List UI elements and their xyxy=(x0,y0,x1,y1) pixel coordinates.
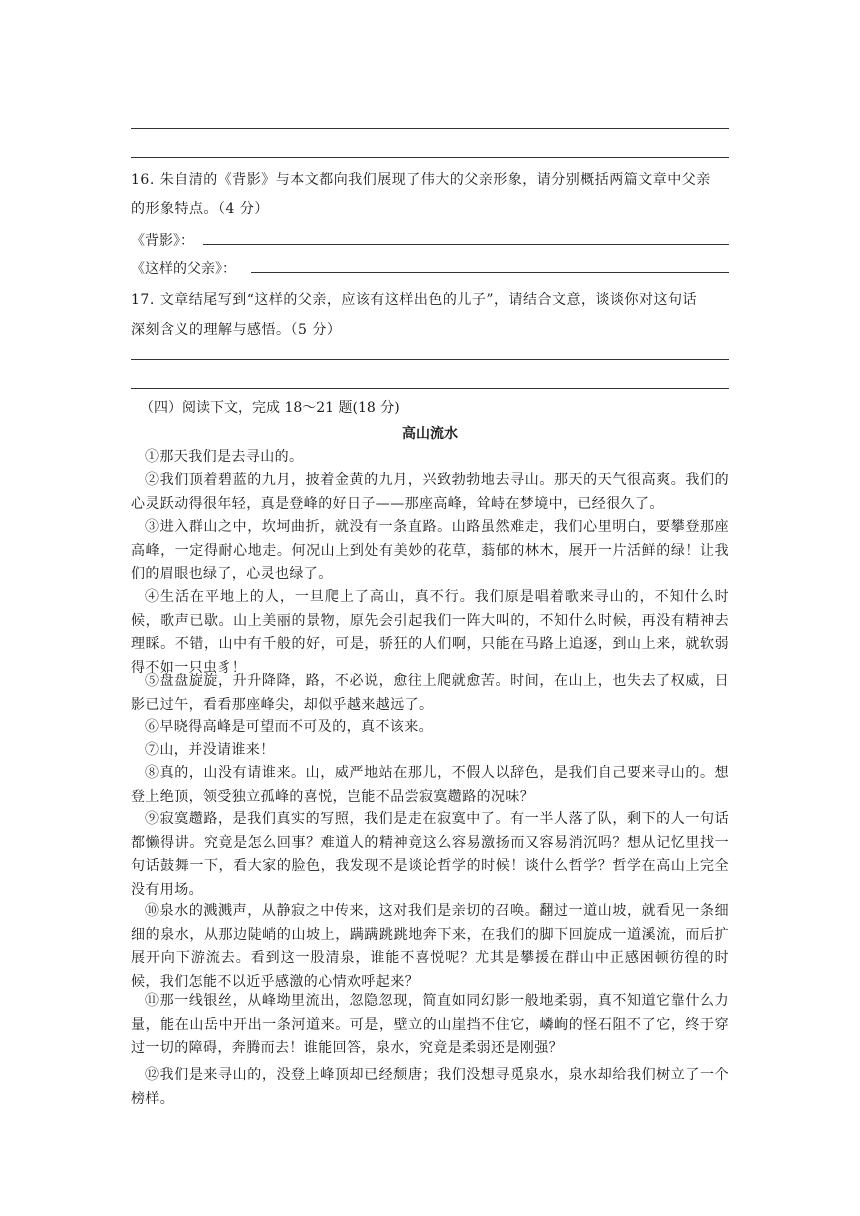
paragraph-3: ③进入群山之中，坎坷曲折，就没有一条直路。山路虽然难走，我们心里明白，要攀登那座高峰，一定得耐心地走。何况山上到处有美妙的花草，蓊郁的林木，展开一片活鲜的绿！让我们的眉眼也绿了，心灵也绿了。 xyxy=(131,519,729,582)
answer-line-father xyxy=(251,272,729,273)
paragraph-5: ⑤盘盘旋旋，升升降降，路，不必说，愈往上爬就愈苦。时间，在山上，也失去了权威，日影已过午，看看那座峰尖，却似乎越来越远了。 xyxy=(131,673,729,713)
answer-label-father: 《这样的父亲》： xyxy=(131,261,236,277)
paragraph-4: ④生活在平地上的人，一旦爬上了高山，真不行。我们原是唱着歌来寻山的，不知什么时候，歌声已歇。山上美丽的景物，原先会引起我们一阵大叫的，不知什么时候，再没有精神去理睬。不错，山中有千般的好，可是，骄狂的人们啊，只能在马路上追逐，到山上来，就软弱得不如一只虫豸！ xyxy=(131,589,729,676)
question-16-line-2: 的形象特点。（4 分） xyxy=(131,201,269,217)
paragraph-12: ⑫我们是来寻山的，没登上峰顶却已经颓唐；我们没想寻觅泉水，泉水却给我们树立了一个榜样。 xyxy=(131,1067,729,1107)
answer-line xyxy=(131,128,729,129)
answer-line xyxy=(131,388,729,389)
question-17-line-2: 深刻含义的理解与感悟。（5 分） xyxy=(131,322,342,338)
question-17-line-1: 17. 文章结尾写到“这样的父亲，应该有这样出色的儿子”，请结合文意，谈谈你对这句话 xyxy=(131,292,698,308)
paragraph-11: ⑪那一线银丝，从峰坳里流出，忽隐忽现，简直如同幻影一般地柔弱，真不知道它靠什么力量，能在山岳中开出一条河道来。可是，壁立的山崖挡不住它，嶙峋的怪石阻不了它，终于穿过一切的障碍，奔腾而去！谁能回答，泉水，究竟是柔弱还是刚强？ xyxy=(131,993,729,1056)
answer-line-beiying xyxy=(203,244,729,245)
answer-line xyxy=(131,157,729,158)
paragraph-7: ⑦山，并没请谁来！ xyxy=(145,742,275,758)
paragraph-1: ①那天我们是去寻山的。 xyxy=(145,449,304,465)
paragraph-6: ⑥早晓得高峰是可望而不可及的，真不该来。 xyxy=(145,719,433,735)
paragraph-9: ⑨寂寞趱路，是我们真实的写照，我们是走在寂寞中了。有一半人落了队，剩下的人一句话都懒得讲。究竟是怎么回事？难道人的精神竟这么容易激扬而又容易消沉吗？想从记忆里找一句话鼓舞一下，看大家的脸色，我发现不是谈论哲学的时候！谈什么哲学？哲学在高山上完全没有用场。 xyxy=(131,811,729,898)
section-heading: （四）阅读下文，完成 18～21 题(18 分) xyxy=(140,400,400,416)
paragraph-2: ②我们顶着碧蓝的九月，披着金黄的九月，兴致勃勃地去寻山。那天的天气很高爽。我们的心灵跃动得很年轻，真是登峰的好日子——那座高峰，耸峙在梦境中，已经很久了。 xyxy=(131,472,729,512)
question-16-line-1: 16. 朱自清的《背影》与本文都向我们展现了伟大的父亲形象，请分别概括两篇文章中父亲 xyxy=(131,172,711,188)
paragraph-10: ⑩泉水的溅溅声，从静寂之中传来，这对我们是亲切的召唤。翻过一道山坡，就看见一条细细的泉水，从那边陡峭的山坡上，蹒蹒跳跳地奔下来，在我们的脚下回旋成一道溪流，而后扩展开向下游流去。看到这一股清泉，谁能不喜悦呢？尤其是攀援在群山中正感困顿彷徨的时候，我们怎能不以近乎感激的心情欢呼起来？ xyxy=(131,903,729,990)
paragraph-8: ⑧真的，山没有请谁来。山，威严地站在那儿，不假人以辞色，是我们自己要来寻山的。想登上绝顶，领受独立孤峰的喜悦，岂能不品尝寂寞趱路的况味？ xyxy=(131,765,729,805)
article-title: 高山流水 xyxy=(402,426,458,442)
answer-line xyxy=(131,359,729,360)
answer-label-beiying: 《背影》： xyxy=(131,233,194,249)
